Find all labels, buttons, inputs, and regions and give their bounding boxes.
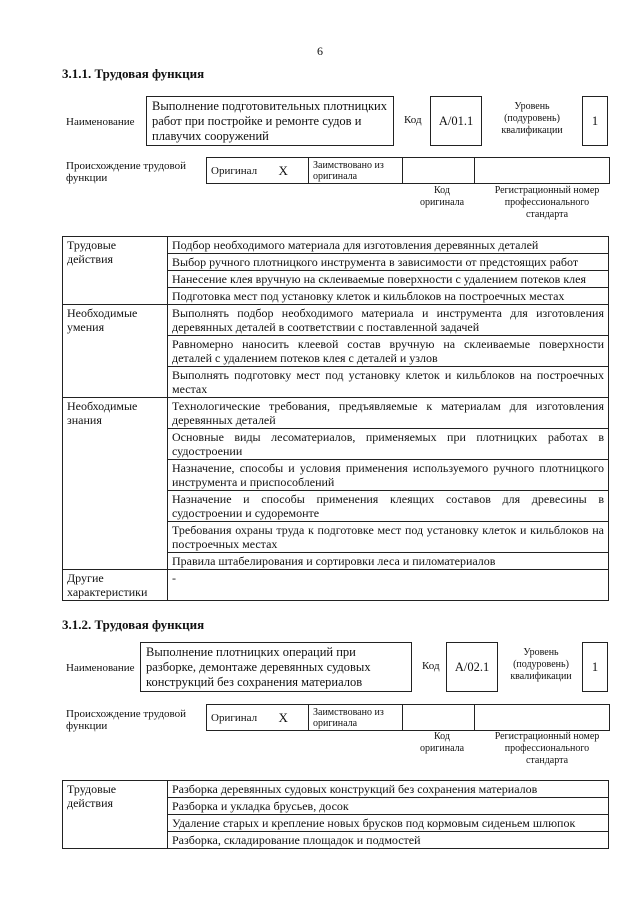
function-table — [62, 236, 609, 601]
row-item-text: Основные виды лесоматериалов, применяемых при плотницких работах в судостроении — [168, 429, 609, 460]
row-category-label: Трудовые действия — [63, 237, 168, 305]
function-table-2 — [62, 780, 609, 849]
row-item-text: Назначение, способы и условия применения используемого ручного плотницкого инструмента и приспособлений — [168, 460, 609, 491]
section-title: 3.1.1. Трудовая функция — [62, 66, 205, 81]
code-value-2: А/02.1 — [446, 642, 498, 692]
orig-code-cell-2 — [403, 705, 475, 731]
page-number: 6 — [317, 44, 323, 58]
origin-label: Происхождение трудовой функции — [66, 160, 187, 184]
level-label-2: Уровень (подуровень) квалификации — [510, 647, 572, 682]
row-item-text: - — [168, 570, 609, 601]
original-mark-2: X — [275, 705, 309, 731]
code-label-2: Код — [422, 660, 440, 672]
orig-code-label: Код оригинала — [419, 185, 465, 208]
origin-label-2: Происхождение трудовой функции — [66, 708, 187, 732]
level-value: 1 — [582, 96, 608, 146]
row-item-text: Удаление старых и крепление новых брусков под кормовым сиденьем шлюпок — [168, 815, 609, 832]
function-name-box: Выполнение подготовительных плотницких работ при постройке и ремонте судов и плавучих сооружений — [146, 96, 394, 146]
row-item-text: Правила штабелирования и сортировки леса и пиломатериалов — [168, 553, 609, 570]
code-label: Код — [404, 114, 422, 126]
row-item-text: Равномерно наносить клеевой состав вручную на склеиваемые поверхности деталей с удалением потеков клея с деталей и узлов — [168, 336, 609, 367]
function-name-box-2: Выполнение плотницких операций при разборке, демонтаже деревянных судовых конструкций без сохранения материалов — [140, 642, 412, 692]
name-label: Наименование — [66, 116, 135, 128]
reg-number-label-2: Регистрационный номер профессионального стандарта — [494, 731, 600, 766]
name-label-2: Наименование — [66, 662, 135, 674]
row-item-text: Выполнять подбор необходимого материала и инструмента для изготовления деревянных деталей в соответствии с поставленной задачей — [168, 305, 609, 336]
level-value-2: 1 — [582, 642, 608, 692]
borrowed-label-2: Заимствовано из оригинала — [309, 705, 403, 731]
orig-code-label-2: Код оригинала — [419, 731, 465, 754]
row-item-text: Разборка, складирование площадок и подмостей — [168, 832, 609, 849]
table-row — [63, 398, 609, 429]
original-mark: X — [275, 158, 309, 184]
row-item-text: Назначение и способы применения клеящих составов для древесины в судостроении и судоремонте — [168, 491, 609, 522]
row-item-text: Технологические требования, предъявляемые к материалам для изготовления деревянных деталей — [168, 398, 609, 429]
original-label: Оригинал — [207, 158, 275, 184]
row-item-text: Разборка деревянных судовых конструкций без сохранения материалов — [168, 781, 609, 798]
orig-code-cell — [403, 158, 475, 184]
row-item-text: Подготовка мест под установку клеток и кильблоков на построечных местах — [168, 288, 609, 305]
row-category-label: Другие характеристики — [63, 570, 168, 601]
original-label-2: Оригинал — [207, 705, 275, 731]
row-category-label: Необходимые умения — [63, 305, 168, 398]
reg-number-cell — [475, 158, 610, 184]
borrowed-label: Заимствовано из оригинала — [309, 158, 403, 184]
row-item-text: Выбор ручного плотницкого инструмента в зависимости от предстоящих работ — [168, 254, 609, 271]
table-row — [63, 781, 609, 798]
reg-number-cell-2 — [475, 705, 610, 731]
row-item-text: Нанесение клея вручную на склеиваемые поверхности с удалением потеков клея — [168, 271, 609, 288]
row-category-label: Трудовые действия — [63, 781, 168, 849]
reg-number-label: Регистрационный номер профессионального стандарта — [494, 185, 600, 220]
table-row — [63, 570, 609, 601]
row-item-text: Разборка и укладка брусьев, досок — [168, 798, 609, 815]
row-item-text: Подбор необходимого материала для изготовления деревянных деталей — [168, 237, 609, 254]
code-value: А/01.1 — [430, 96, 482, 146]
row-category-label: Необходимые знания — [63, 398, 168, 570]
row-item-text: Требования охраны труда к подготовке мест под установку клеток и кильблоков на построечных местах — [168, 522, 609, 553]
row-item-text: Выполнять подготовку мест под установку клеток и кильблоков на построечных местах — [168, 367, 609, 398]
table-row — [63, 305, 609, 336]
table-row — [63, 237, 609, 254]
section-title-2: 3.1.2. Трудовая функция — [62, 617, 205, 632]
level-label: Уровень (подуровень) квалификации — [501, 101, 563, 136]
